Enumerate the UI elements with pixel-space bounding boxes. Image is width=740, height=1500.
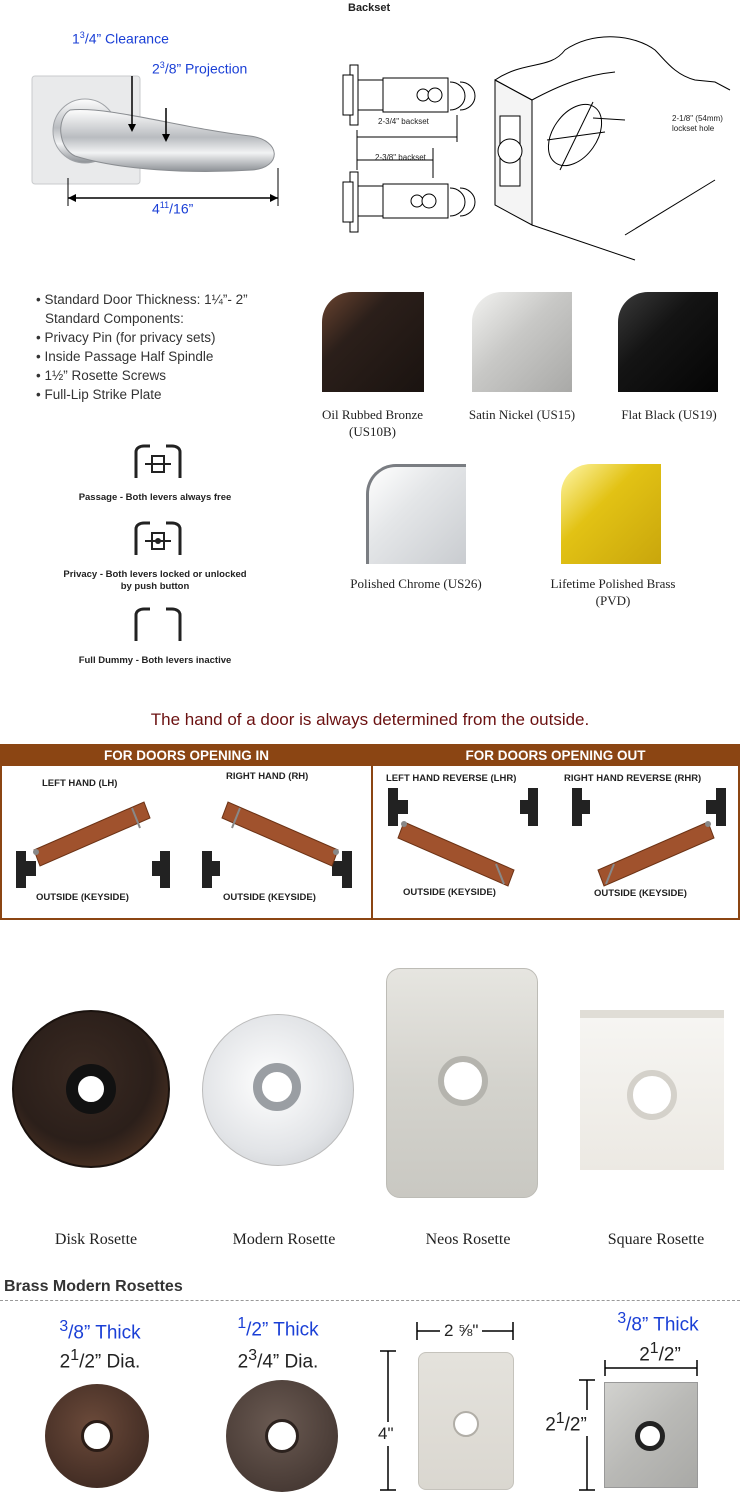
modern-rosette-image [202, 1014, 354, 1166]
brass-square-image [604, 1382, 698, 1488]
spec-item: • Full-Lip Strike Plate [36, 385, 316, 404]
dummy-icon [132, 607, 184, 647]
brass-rosette-1-image [45, 1384, 149, 1488]
r1-thickness-label: $^3$/8” Thick [59, 1318, 141, 1344]
rosette-label-modern: Modern Rosette [232, 1231, 336, 1248]
rosette-label-neos: Neos Rosette [425, 1231, 511, 1248]
brass-section-title: Brass Modern Rosettes [4, 1278, 183, 1295]
clearance-label: $1^3/4$” Clearance [72, 30, 169, 47]
backset-label-2: 2-3/8" backset [375, 153, 426, 162]
disk-rosette-image [12, 1010, 170, 1168]
privacy-icon [132, 521, 184, 561]
brass-rosette-2-image [226, 1380, 338, 1492]
outside-label-lh: OUTSIDE (KEYSIDE) [36, 892, 129, 903]
specs-list [36, 290, 316, 404]
backset-illustration [335, 20, 735, 270]
passage-label: Passage - Both levers always free [78, 492, 232, 503]
disk-rosette-hole [66, 1064, 116, 1114]
rosette-label-square: Square Rosette [607, 1231, 705, 1248]
finish-label-polished-chrome: Polished Chrome (US26) [350, 576, 482, 591]
sq-width-label: $2^1/2$” [639, 1340, 681, 1366]
r2-diameter-label: $2^3/4$” Dia. [237, 1347, 319, 1373]
spec-item: • Inside Passage Half Spindle [36, 347, 316, 366]
privacy-label: Privacy - Both levers locked or unlocked by push button [63, 569, 247, 592]
sq-thickness-label: $^3$/8” Thick [617, 1310, 699, 1336]
square-rosette-image [580, 1010, 724, 1170]
neos-width-label: 2 ⅝" [440, 1321, 482, 1341]
finish-label-oil-rubbed-bronze: Oil Rubbed Bronze (US10B) [321, 407, 424, 439]
handing-title: The hand of a door is always determined from the outside. [150, 710, 590, 729]
outside-label-lhr: OUTSIDE (KEYSIDE) [403, 887, 496, 898]
backset-title: Backset [348, 2, 391, 14]
lhr-label: LEFT HAND REVERSE (LHR) [386, 773, 517, 784]
modern-rosette-hole [253, 1063, 301, 1111]
sq-height-label: $2^1/2$” [536, 1410, 596, 1436]
rh-label: RIGHT HAND (RH) [226, 771, 309, 782]
finish-label-polished-brass: Lifetime Polished Brass (PVD) [550, 576, 676, 608]
lockset-hole-label-1: 2-1/8" (54mm) [672, 114, 723, 123]
brass-neos-image [418, 1352, 514, 1490]
brass-neos-hole [453, 1411, 479, 1437]
backset-diagram [335, 20, 735, 270]
finish-swatch-polished-chrome [366, 464, 466, 564]
passage-icon [132, 444, 184, 484]
square-rosette-hole [627, 1070, 677, 1120]
section-divider [0, 1300, 740, 1301]
finish-swatch-polished-brass [561, 464, 661, 564]
outside-label-rh: OUTSIDE (KEYSIDE) [223, 892, 316, 903]
rhr-label: RIGHT HAND REVERSE (RHR) [564, 773, 702, 784]
spec-item: Standard Components: [45, 311, 184, 326]
opening-in-header: FOR DOORS OPENING IN [2, 746, 371, 766]
projection-label: $2^3/8$” Projection [152, 60, 248, 77]
neos-height-label: 4" [378, 1422, 394, 1446]
lever-illustration [20, 28, 310, 228]
backset-label-1: 2-3/4" backset [378, 117, 429, 126]
finish-swatch-oil-rubbed-bronze [322, 292, 424, 392]
brass-rosette-1-hole [81, 1420, 113, 1452]
finish-label-satin-nickel: Satin Nickel (US15) [468, 407, 576, 422]
spec-item: • 1½” Rosette Screws [36, 366, 316, 385]
opening-out-header: FOR DOORS OPENING OUT [373, 746, 738, 766]
lockset-hole-label-2: lockset hole [672, 124, 715, 133]
outside-label-rhr: OUTSIDE (KEYSIDE) [594, 888, 687, 899]
spec-item: • Privacy Pin (for privacy sets) [36, 328, 316, 347]
spec-item: • Standard Door Thickness: 1¼”- 2” [36, 290, 316, 309]
finish-swatch-flat-black [618, 292, 718, 392]
finish-label-flat-black: Flat Black (US19) [621, 407, 717, 422]
rosette-label-disk: Disk Rosette [54, 1231, 138, 1248]
lever-diagram [20, 28, 310, 228]
dummy-label: Full Dummy - Both levers inactive [78, 655, 232, 666]
brass-rosette-2-hole [265, 1419, 299, 1453]
brass-square-hole [635, 1421, 665, 1451]
neos-rosette-hole [438, 1056, 488, 1106]
neos-rosette-image [386, 968, 538, 1198]
r2-thickness-label: $^1$/2” Thick [237, 1315, 319, 1341]
r1-diameter-label: $2^1/2$” Dia. [59, 1347, 141, 1373]
length-label: $4^{11}/16$” [152, 200, 194, 217]
lh-label: LEFT HAND (LH) [42, 778, 118, 789]
finish-swatch-satin-nickel [472, 292, 572, 392]
